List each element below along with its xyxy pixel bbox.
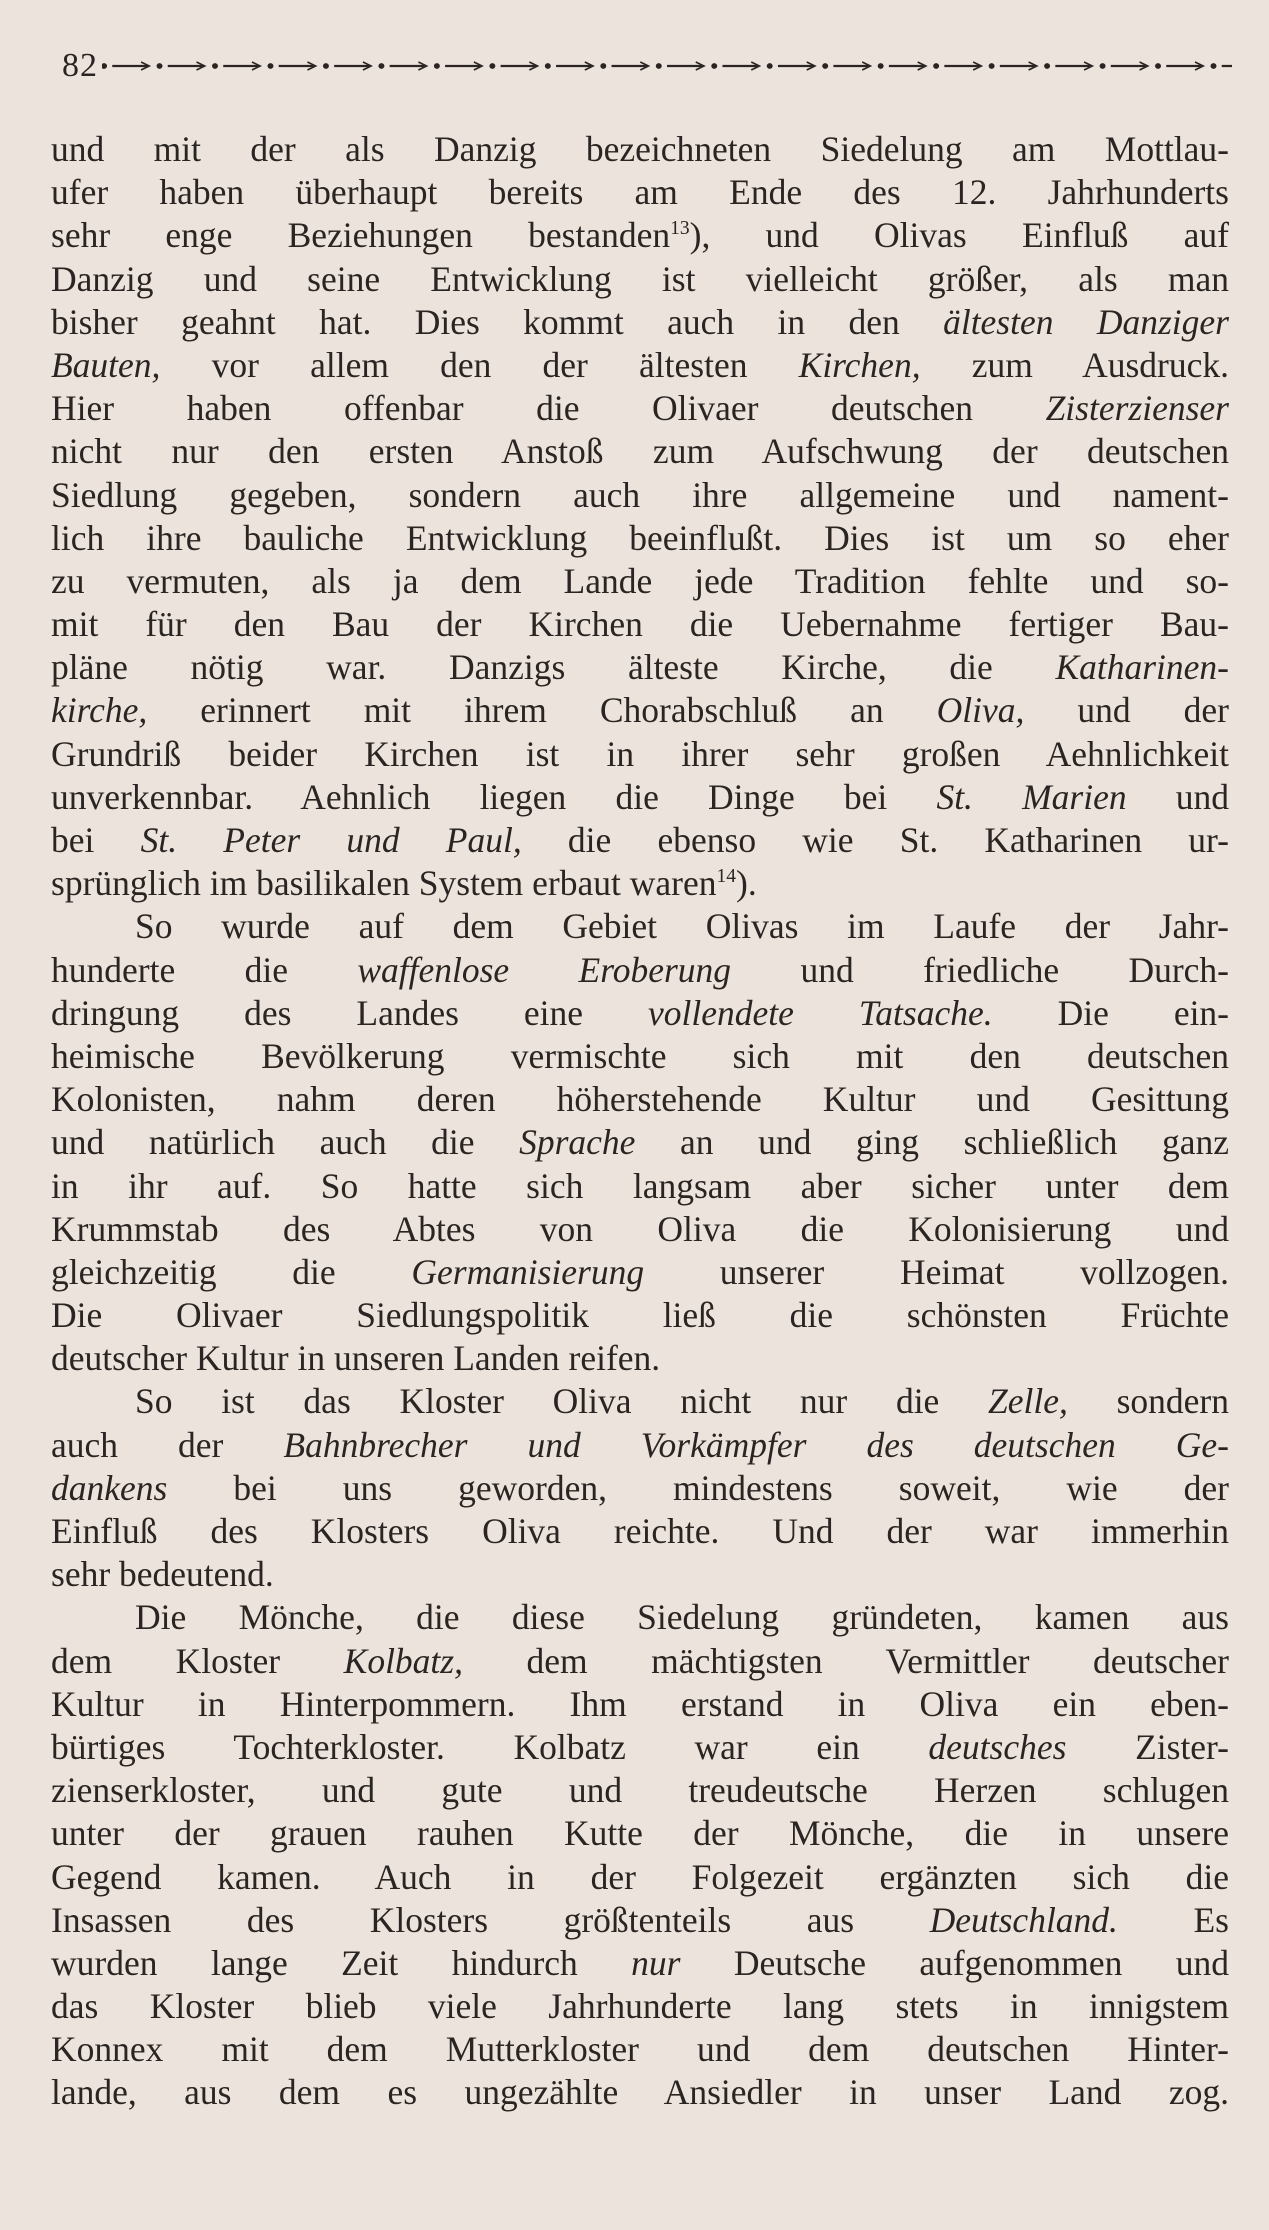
text-line — [51, 1769, 1229, 1812]
text-line — [51, 776, 1229, 819]
page-header — [62, 46, 1232, 86]
page-number: 82 — [62, 47, 98, 84]
text-run: und mit der als Danzig bezeichneten Siedelung am Mottlau- — [51, 129, 1229, 169]
text-line — [51, 2028, 1229, 2071]
text-line — [51, 1294, 1229, 1337]
emphasized-text: St. Peter und Paul, — [140, 820, 522, 860]
text-line — [51, 344, 1229, 387]
text-line — [51, 430, 1229, 473]
text-run: So ist das Kloster Oliva nicht nur die — [135, 1381, 989, 1422]
text-line — [51, 1596, 1229, 1639]
emphasized-text: Kirchen, — [798, 344, 921, 385]
text-run: heimische Bevölkerung vermischte sich mit den deutschen — [51, 1035, 1229, 1076]
text-run: Die Mönche, die diese Siedelung gründeten, kamen aus — [135, 1597, 1229, 1638]
text-line — [51, 214, 1229, 257]
emphasized-text: Katharinen- — [1055, 647, 1229, 688]
ornament-dot — [989, 64, 994, 69]
text-run: sehr enge Beziehungen bestanden — [51, 215, 671, 256]
ornament-dot — [601, 64, 606, 69]
text-line — [51, 1553, 1229, 1596]
emphasized-text: Germanisierung — [411, 1251, 645, 1292]
text-run: bei — [51, 820, 141, 860]
text-line — [51, 1856, 1229, 1899]
emphasized-text: Kolbatz, — [343, 1640, 463, 1681]
text-run: dem Kloster — [51, 1640, 344, 1681]
text-run: Die ein- — [992, 992, 1229, 1033]
text-line — [51, 387, 1229, 430]
emphasized-text: ältesten Danziger — [943, 301, 1229, 342]
text-line — [51, 2071, 1229, 2114]
text-run: und der — [1024, 690, 1229, 731]
emphasized-text: nur — [631, 1942, 681, 1983]
text-run: und natürlich auch die — [51, 1122, 520, 1163]
text-line — [51, 1467, 1229, 1510]
text-run: vor allem den der ältesten — [160, 344, 799, 385]
ornament-dot — [434, 64, 439, 69]
text-line — [51, 517, 1229, 560]
text-run: Es — [1117, 1899, 1229, 1940]
text-run: lich ihre bauliche Entwicklung beeinflußt. Dies ist um so eher — [51, 517, 1229, 558]
text-line — [51, 1251, 1229, 1294]
text-line — [51, 1337, 1229, 1380]
text-run: pläne nötig war. Danzigs älteste Kirche, die — [51, 647, 1056, 688]
text-run: bürtiges Tochterkloster. Kolbatz war ein — [51, 1726, 929, 1767]
text-run: Die Olivaer Siedlungspolitik ließ die schönsten Früchte — [51, 1295, 1229, 1336]
text-run: Einfluß des Klosters Oliva reichte. Und der war immerhin — [51, 1511, 1229, 1551]
emphasized-text: Oliva, — [936, 690, 1025, 731]
text-line — [51, 733, 1229, 776]
text-line — [51, 992, 1229, 1035]
text-run: wurden lange Zeit hindurch — [51, 1942, 632, 1983]
ornament-dot — [712, 64, 717, 69]
text-run: Hier haben offenbar die Olivaer deutschen — [51, 388, 1046, 429]
text-line — [51, 1942, 1229, 1985]
text-run: das Kloster blieb viele Jahrhunderte lang stets in innigstem — [51, 1986, 1229, 2027]
text-line — [51, 1208, 1229, 1251]
text-run: mit für den Bau der Kirchen die Uebernahme fertiger Bau- — [51, 604, 1229, 645]
footnote-ref: 13 — [670, 218, 690, 240]
text-line — [51, 1035, 1229, 1078]
text-line — [51, 1510, 1229, 1553]
text-run: So wurde auf dem Gebiet Olivas im Laufe der Jahr- — [135, 906, 1229, 947]
text-run: und friedliche Durch- — [731, 949, 1229, 990]
text-run: unserer Heimat vollzogen. — [644, 1251, 1229, 1292]
text-run: Kultur in Hinterpommern. Ihm erstand in Oliva ein eben- — [51, 1683, 1229, 1724]
text-line — [51, 1640, 1229, 1683]
text-run: Konnex mit dem Mutterkloster und dem deutschen Hinter- — [51, 2029, 1229, 2070]
ornament-dot — [1045, 64, 1050, 69]
text-run: Zister- — [1066, 1726, 1229, 1767]
ornament-dot — [213, 64, 218, 69]
text-line — [51, 1078, 1229, 1121]
text-run: bisher geahnt hat. Dies kommt auch in den — [51, 301, 944, 342]
text-line — [51, 646, 1229, 689]
text-line — [51, 949, 1229, 992]
text-line — [51, 560, 1229, 603]
text-line — [51, 1899, 1229, 1942]
emphasized-text: vollendete Tatsache. — [648, 992, 993, 1033]
text-run: sehr bedeutend. — [51, 1554, 274, 1595]
text-run: dringung des Landes eine — [51, 992, 648, 1033]
text-line — [51, 301, 1229, 344]
text-run: und — [1126, 776, 1229, 817]
text-line — [51, 1683, 1229, 1726]
text-run: in ihr auf. So hatte sich langsam aber sicher unter dem — [51, 1165, 1229, 1206]
text-line — [51, 1812, 1229, 1855]
text-run: bei uns geworden, mindestens soweit, wie der — [167, 1467, 1229, 1508]
text-line — [51, 689, 1229, 732]
text-run: unter der grauen rauhen Kutte der Mönche, die in unsere — [51, 1813, 1229, 1854]
text-run: Kolonisten, nahm deren höherstehende Kultur und Gesittung — [51, 1079, 1229, 1120]
body-text — [51, 128, 1229, 2115]
decorative-rule — [102, 56, 1232, 76]
text-line — [51, 474, 1229, 517]
ornament-dot — [934, 64, 939, 69]
emphasized-text: dankens — [51, 1467, 168, 1508]
text-line — [51, 1165, 1229, 1208]
text-run: lande, aus dem es ungezählte Ansiedler in unser Land zog. — [51, 2072, 1229, 2113]
text-run: ). — [736, 863, 757, 904]
footnote-ref: 14 — [716, 866, 736, 888]
text-run: sprünglich im basilikalen System erbaut waren — [51, 863, 717, 904]
ornament-dot — [490, 64, 495, 69]
text-line — [51, 1726, 1229, 1769]
text-run: sondern — [1067, 1381, 1229, 1422]
text-run: Danzig und seine Entwicklung ist vielleicht größer, als man — [51, 258, 1229, 299]
ornament-dot — [823, 64, 828, 69]
ornament-dot — [1211, 64, 1216, 69]
text-run: Siedlung gegeben, sondern auch ihre allgemeine und nament- — [51, 474, 1229, 515]
emphasized-text: Zisterzienser — [1045, 388, 1229, 429]
ornament-dot — [878, 64, 883, 69]
emphasized-text: kirche, — [51, 690, 148, 731]
ornament-dot — [1156, 64, 1161, 69]
text-run: zu vermuten, als ja dem Lande jede Tradition fehlte und so- — [51, 560, 1229, 601]
text-line — [51, 1985, 1229, 2028]
text-line — [51, 1121, 1229, 1164]
ornament-dot — [767, 64, 772, 69]
text-run: gleichzeitig die — [51, 1251, 412, 1292]
emphasized-text: waffenlose Eroberung — [357, 949, 732, 990]
emphasized-text: Sprache — [519, 1122, 636, 1163]
text-run: ), und Olivas Einfluß auf — [689, 215, 1229, 256]
text-run: hunderte die — [51, 949, 358, 990]
emphasized-text: Bahnbrecher und Vorkämpfer des deutschen Ge- — [283, 1424, 1229, 1465]
text-run: Insassen des Klosters größtenteils aus — [51, 1899, 930, 1940]
text-line — [51, 171, 1229, 214]
text-run: unverkennbar. Aehnlich liegen die Dinge bei — [51, 776, 937, 817]
emphasized-text: deutsches — [928, 1726, 1067, 1767]
emphasized-text: St. Marien — [936, 776, 1127, 817]
text-run: nicht nur den ersten Anstoß zum Aufschwung der deutschen — [51, 431, 1229, 472]
text-line — [51, 819, 1229, 862]
ornament-dot — [268, 64, 273, 69]
text-run: Krummstab des Abtes von Oliva die Kolonisierung und — [51, 1208, 1229, 1249]
text-line — [51, 258, 1229, 301]
emphasized-text: Bauten, — [51, 344, 161, 385]
text-run: Deutsche aufgenommen und — [680, 1942, 1229, 1983]
text-run: zum Ausdruck. — [920, 344, 1229, 385]
text-run: die ebenso wie St. Katharinen ur- — [521, 820, 1229, 860]
text-run: auch der — [51, 1424, 284, 1465]
text-line — [51, 1380, 1229, 1423]
ornament-dot — [102, 64, 107, 69]
text-line — [51, 905, 1229, 948]
text-run: ufer haben überhaupt bereits am Ende des 12. Jahrhunderts — [51, 172, 1229, 213]
text-run: Grundriß beider Kirchen ist in ihrer sehr großen Aehnlichkeit — [51, 733, 1229, 774]
text-run: deutscher Kultur in unseren Landen reifen. — [51, 1338, 661, 1379]
ornament-dot — [379, 64, 384, 69]
ornament-dot — [656, 64, 661, 69]
text-line — [51, 603, 1229, 646]
text-run: an und ging schließlich ganz — [635, 1122, 1229, 1163]
text-run: dem mächtigsten Vermittler deutscher — [463, 1640, 1229, 1681]
ornament-dot — [545, 64, 550, 69]
ornament-dot — [1100, 64, 1105, 69]
text-line — [51, 862, 1229, 905]
ornament-dot — [157, 64, 162, 69]
text-run: erinnert mit ihrem Chorabschluß an — [147, 690, 937, 731]
text-line — [51, 128, 1229, 171]
emphasized-text: Zelle, — [988, 1381, 1068, 1422]
emphasized-text: Deutschland. — [929, 1899, 1118, 1940]
text-line — [51, 1424, 1229, 1467]
text-run: Gegend kamen. Auch in der Folgezeit ergänzten sich die — [51, 1856, 1229, 1897]
text-run: zienserkloster, und gute und treudeutsche Herzen schlugen — [51, 1770, 1229, 1811]
ornament-dot — [323, 64, 328, 69]
